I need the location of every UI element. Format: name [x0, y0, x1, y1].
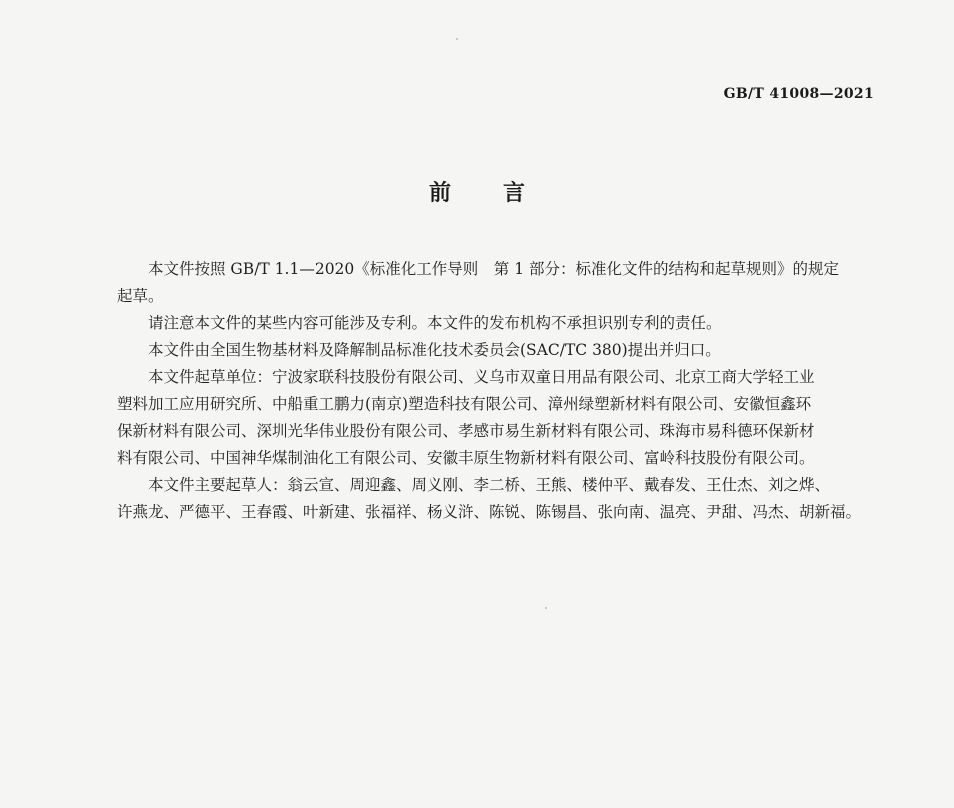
paragraph-line: 许燕龙、严德平、王春霞、叶新建、张福祥、杨义浒、陈锐、陈锡昌、张向南、温亮、尹甜、冯杰、胡新福。	[117, 503, 862, 521]
paragraph-line: 本文件起草单位：宁波家联科技股份有限公司、义乌市双童日用品有限公司、北京工商大学轻工业	[148, 368, 815, 386]
paragraph-line: 本文件主要起草人：翁云宣、周迎鑫、周义刚、李二桥、王熊、楼仲平、戴春发、王仕杰、刘之烨、	[148, 476, 831, 494]
scan-speck	[545, 607, 547, 609]
standard-code: GB/T 41008—2021	[723, 86, 874, 102]
preface-body	[117, 256, 887, 526]
paragraph-drafting-units	[117, 364, 887, 472]
paragraph-line: 保新材料有限公司、深圳光华伟业股份有限公司、孝感市易生新材料有限公司、珠海市易科德环保新材	[117, 422, 815, 440]
paragraph-line: 本文件按照 GB/T 1.1—2020《标准化工作导则 第 1 部分：标准化文件的结构和起草规则》的规定	[148, 260, 840, 278]
paragraph-line: 料有限公司、中国神华煤制油化工有限公司、安徽丰原生物新材料有限公司、富岭科技股份有限公司。	[117, 449, 815, 467]
paragraph-drafting-basis	[117, 256, 887, 310]
paragraph-line: 起草。	[117, 287, 164, 305]
paragraph-line: 请注意本文件的某些内容可能涉及专利。本文件的发布机构不承担识别专利的责任。	[148, 314, 722, 332]
paragraph-drafters	[117, 472, 887, 526]
paragraph-line: 塑料加工应用研究所、中船重工鹏力(南京)塑造科技有限公司、漳州绿塑新材料有限公司、安徽恒鑫环	[117, 395, 812, 413]
page-title: 前言	[428, 181, 577, 206]
paragraph-patent-notice	[117, 310, 887, 337]
scan-speck	[456, 38, 458, 40]
paragraph-line: 本文件由全国生物基材料及降解制品标准化技术委员会(SAC/TC 380)提出并归口。	[148, 341, 721, 359]
paragraph-proposer	[117, 337, 887, 364]
